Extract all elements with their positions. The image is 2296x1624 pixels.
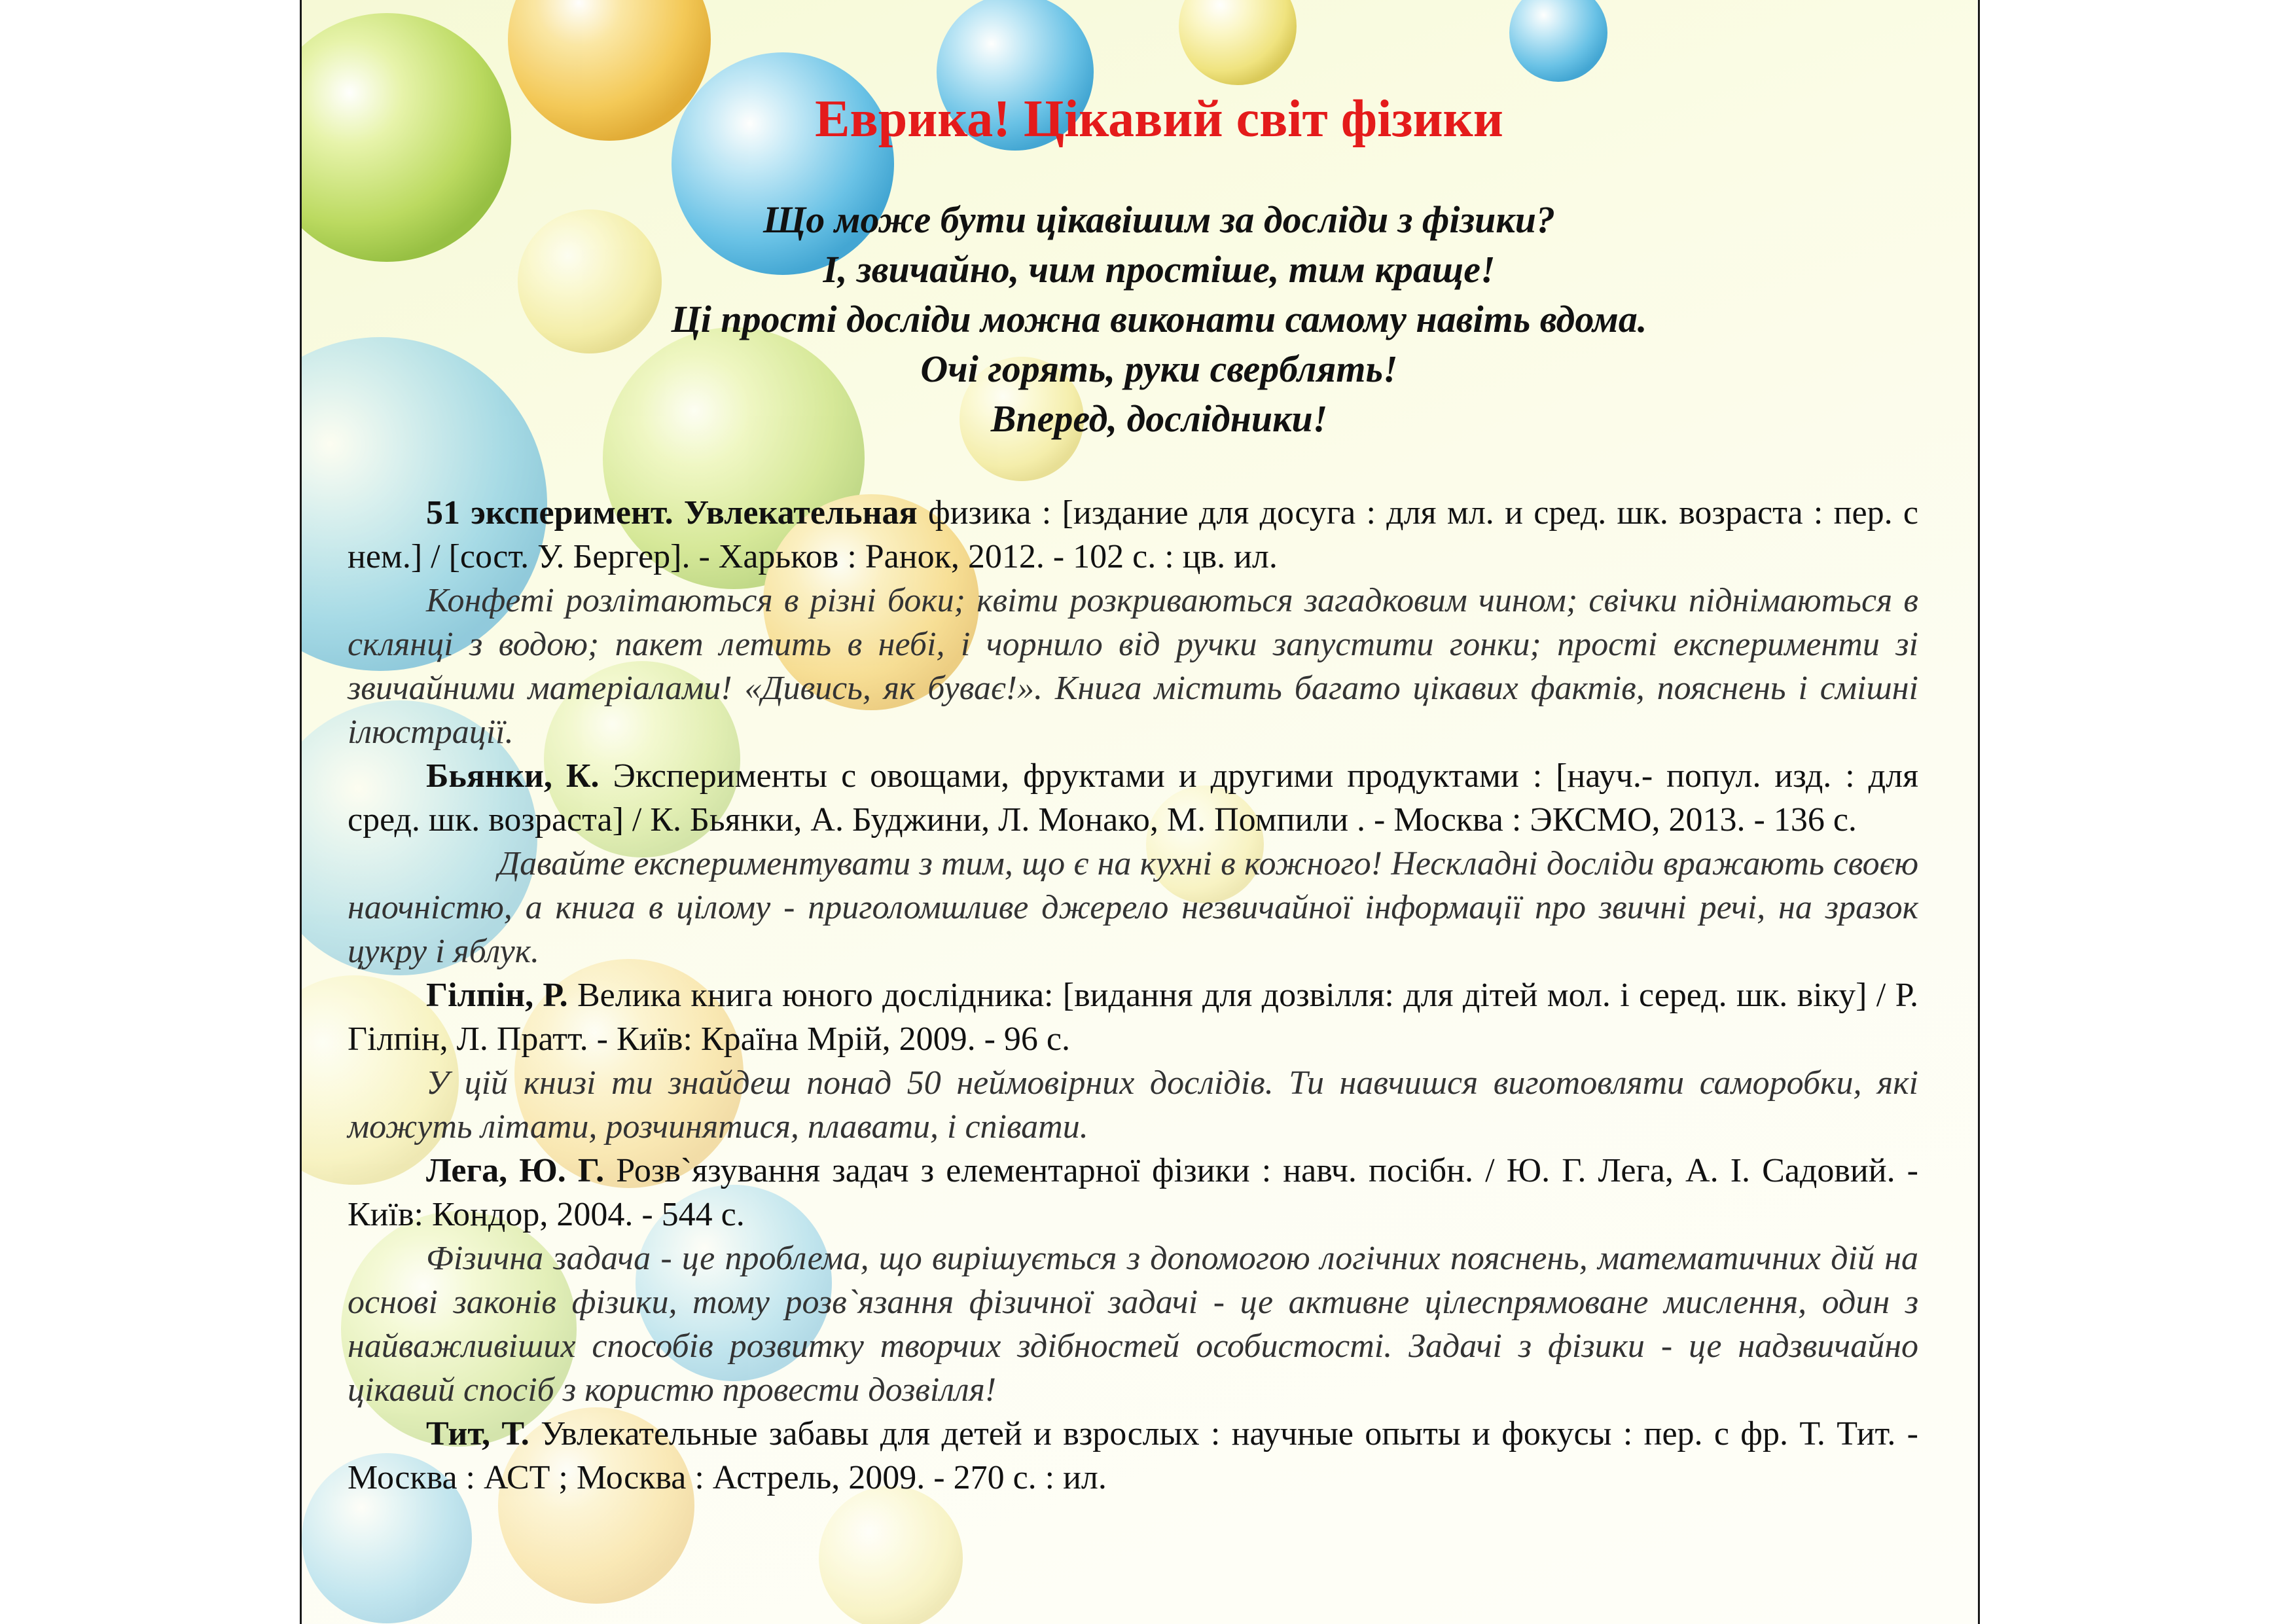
- entry-description: Давайте експериментувати з тим, що є на кухні в кожного! Нескладні досліди вражають своєю наочністю, а книга в цілому - приголомшливе джерело незвичайної інформації про звичні речі, на зразок цукру і яблук.: [348, 845, 1918, 970]
- bibliography-entry: [348, 973, 1918, 1061]
- entry-author: Гілпін, Р.: [426, 977, 568, 1014]
- page-right-edge: [1978, 0, 1980, 1624]
- entry-citation: Эксперименты с овощами, фруктами и другими продуктами : [науч.- попул. изд. : для сред. шк. возраста] / К. Бьянки, А. Буджини, Л. Монако, М. Помпили . - Москва : ЭКСМО, 2013. - 136 с.: [348, 757, 1918, 839]
- entry-author: Тит, Т.: [426, 1415, 529, 1453]
- intro-line: Очі горять, руки сверблять!: [920, 348, 1398, 390]
- entry-description: Фізична задача - це проблема, що вирішується з допомогою логічних пояснень, математичних дій на основі законів фізики, тому розв`язання фізичної задачі - це активне цілеспрямоване мислення, один з найважливіших способів розвитку творчих здібностей особистості. Задачі з фізики - це надзвичайно цікавий спосіб з користю провести дозвілля!: [348, 1240, 1918, 1409]
- intro-line: І, звичайно, чим простіше, тим краще!: [823, 248, 1496, 291]
- entry-description: У цій книзі ти знайдеш понад 50 неймовірних дослідів. Ти навчишся виготовляти саморобки, які можуть літати, розчинятися, плавати, і співати.: [348, 1064, 1918, 1146]
- entry-description: Конфеті розлітаються в різні боки; квіти розкриваються загадковим чином; свічки піднімаються в склянці з водою; пакет летить в небі, і чорнило від ручки запустити гонки; прості експерименти зі звичайними матеріалами! «Дивись, як буває!». Книга містить багато цікавих фактів, пояснень і смішні ілюстрації.: [348, 582, 1918, 751]
- intro-line: Ці прості досліди можна виконати самому навіть вдома.: [671, 298, 1647, 340]
- page-content: [348, 0, 1971, 1624]
- entry-author: 51 эксперимент. Увлекательная: [426, 494, 918, 532]
- entry-citation: Велика книга юного дослідника: [видання для дозвілля: для дітей мол. і серед. шк. віку] / Р. Гілпін, Л. Пратт. - Київ: Країна Мрій, 2009. - 96 с.: [348, 977, 1918, 1058]
- bibliography-entry: [348, 491, 1918, 579]
- bibliography-entry: [348, 1149, 1918, 1236]
- bibliography-entry: [348, 754, 1918, 842]
- bibliography-list: [348, 491, 1918, 1500]
- entry-citation: Розв`язування задач з елементарної фізики : навч. посібн. / Ю. Г. Лега, А. І. Садовий. - Київ: Кондор, 2004. - 544 с.: [348, 1152, 1918, 1233]
- intro-verse: [348, 195, 1971, 444]
- entry-author: Лега, Ю. Г.: [426, 1152, 605, 1189]
- bibliography-entry: [348, 1412, 1918, 1500]
- intro-line: Вперед, дослідники!: [990, 397, 1328, 440]
- page-title: Еврика! Цікавий світ фізики: [815, 90, 1503, 148]
- document-page: [302, 0, 1977, 1624]
- entry-citation: Увлекательные забавы для детей и взрослых : научные опыты и фокусы : пер. с фр. Т. Тит. - Москва : АСТ ; Москва : Астрель, 2009. - 270 с. : ил.: [348, 1415, 1918, 1496]
- intro-line: Що може бути цікавішим за досліди з фізики?: [762, 198, 1556, 241]
- entry-citation: физика : [издание для досуга : для мл. и сред. шк. возраста : пер. с нем.] / [сост. У. Бергер]. - Харьков : Ранок, 2012. - 102 с. : цв. ил.: [348, 494, 1918, 575]
- entry-author: Бьянки, К.: [426, 757, 600, 795]
